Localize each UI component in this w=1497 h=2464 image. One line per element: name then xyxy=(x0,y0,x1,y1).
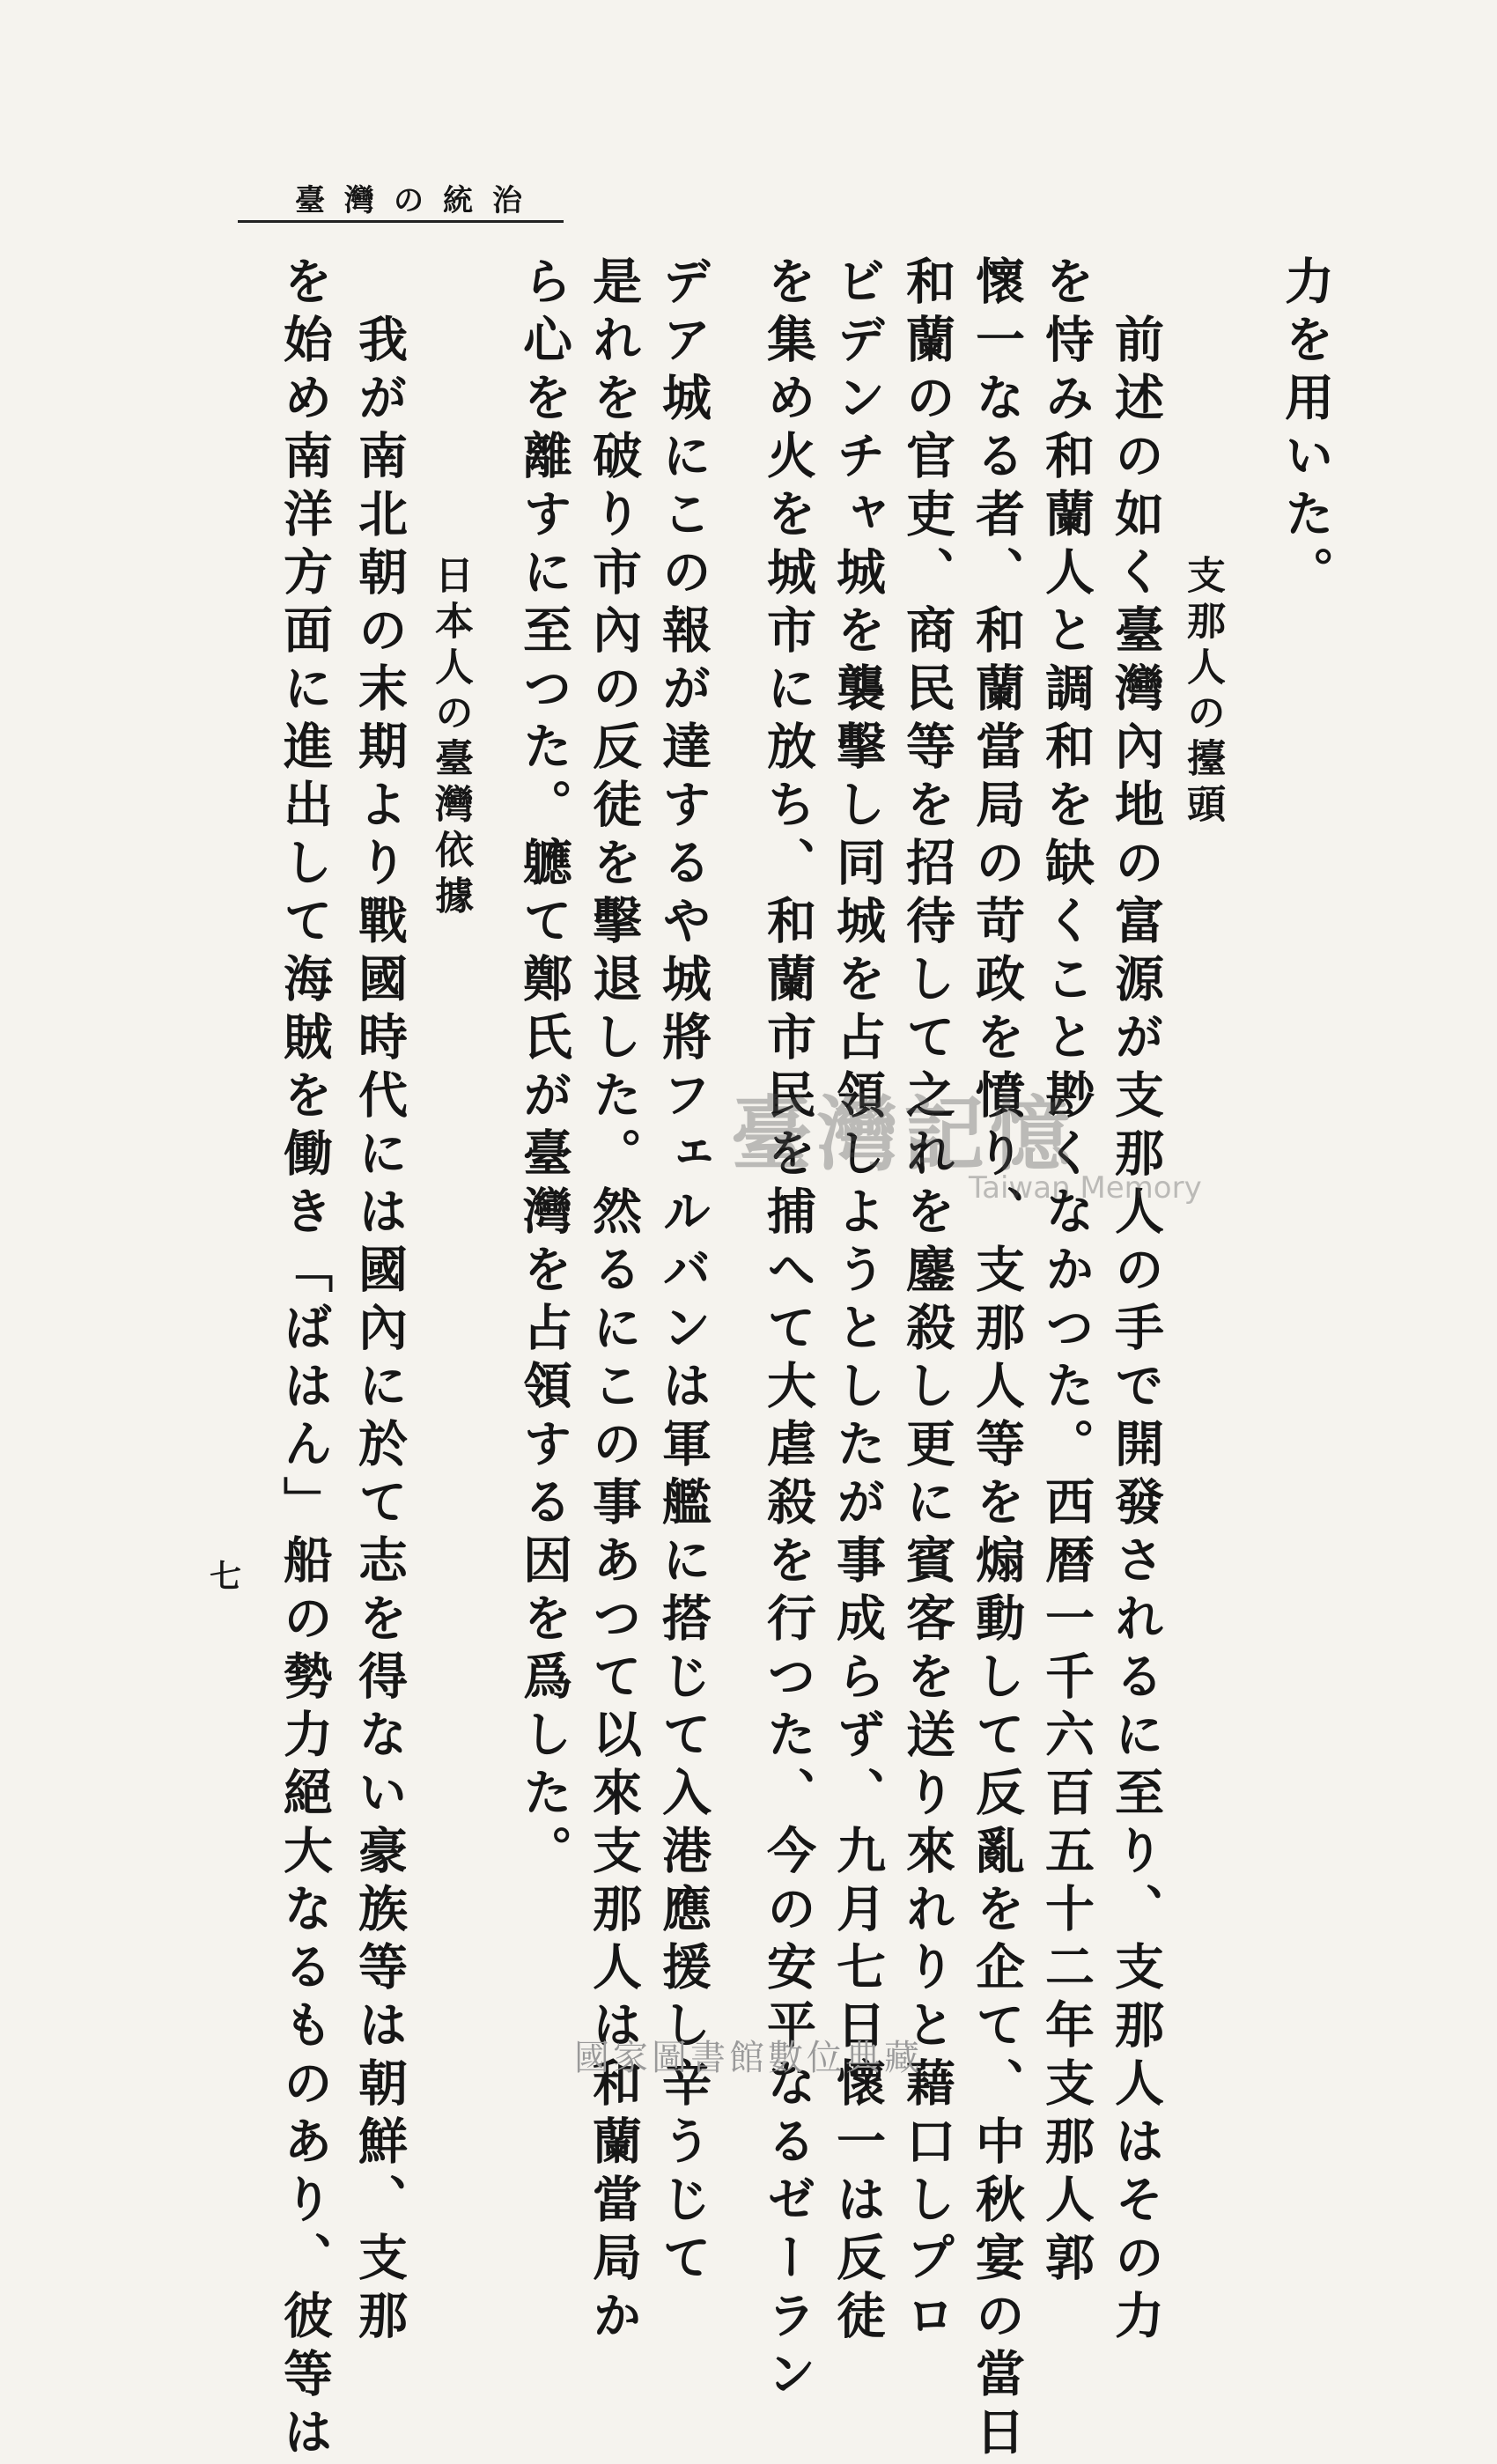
page-number: 七 xyxy=(210,1558,242,1595)
library-footer: 國家圖書館數位典藏 xyxy=(574,2038,923,2078)
text-column: を始め南洋方面に進出して海賊を働き「ばはん」船の勢力絕大なるものあり、彼等は xyxy=(276,255,334,2464)
running-head-title: 臺灣の統治 xyxy=(295,183,542,218)
watermark-title: 臺灣記憶 xyxy=(731,1087,1077,1182)
text-column: 前述の如く臺灣內地の富源が支那人の手で開發されるに至り、支那人はその力 xyxy=(1107,314,1165,2348)
text-column: 是れを破り市內の反徒を擊退した。然るにこの事あつて以來支那人は和蘭當局か xyxy=(585,255,643,2348)
section-heading: 日本人の臺灣依據 xyxy=(428,555,473,921)
text-column: 和蘭の官吏、商民等を招待して之れを鏖殺し更に賓客を送り來れりと藉口しプロ xyxy=(898,255,956,2348)
text-column: を集め火を城市に放ち、和蘭市民を捕へて大虐殺を行つた、今の安平なるゼーラン xyxy=(759,255,817,2406)
section-heading: 支那人の擡頭 xyxy=(1180,555,1225,830)
watermark xyxy=(731,1070,1202,1206)
text-column: 懷一なる者、和蘭當局の苛政を憤り、支那人等を煽動して反亂を企て、中秋宴の當日 xyxy=(968,255,1026,2464)
text-column: 我が南北朝の末期より戰國時代には國內に於て志を得ない豪族等は朝鮮、支那 xyxy=(350,314,409,2348)
text-column: ら心を離すに至つた。軈て鄭氏が臺灣を占領する因を爲した。 xyxy=(515,255,573,1883)
text-column: デア城にこの報が達するや城將フェルバンは軍艦に搭じて入港應援し辛うじて xyxy=(654,255,712,2290)
text-column: 力を用いた。 xyxy=(1277,255,1335,604)
text-column: を恃み和蘭人と調和を缺くこと尠くなかつた。西暦一千六百五十二年支那人郭 xyxy=(1037,255,1095,2290)
header-rule xyxy=(238,220,564,223)
watermark-subtitle: Taiwan Memory xyxy=(969,1170,1202,1206)
text-column: ビデンチャ城を襲擊し同城を占領しようとしたが事成らず、九月七日懷一は反徒 xyxy=(829,255,887,2348)
